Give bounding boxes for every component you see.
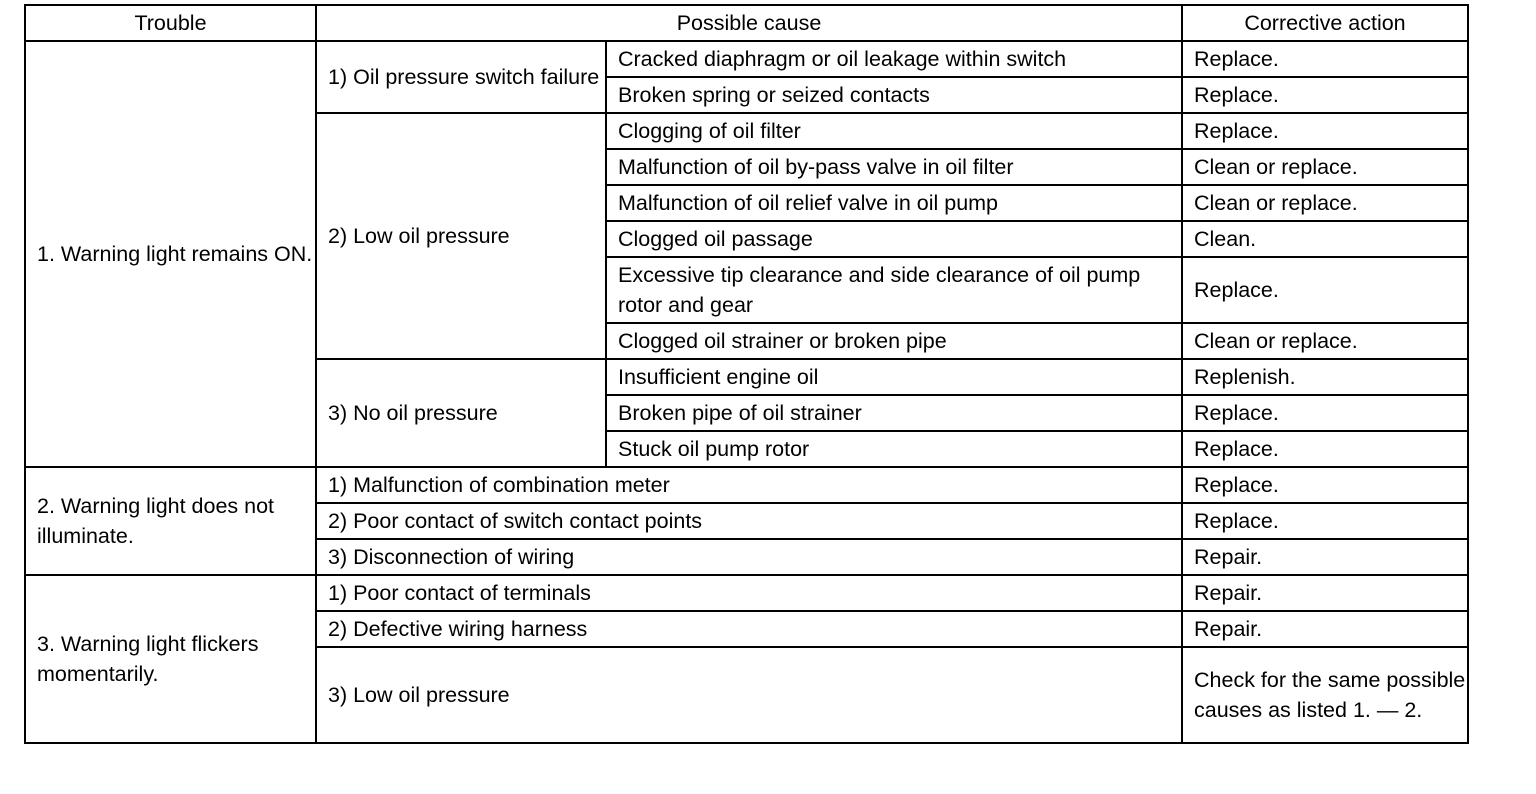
cause-cell <box>316 41 606 113</box>
table-row <box>25 467 1468 503</box>
detail-cell: Clogged oil strainer or broken pipe <box>606 323 1182 359</box>
header-possible-cause: Possible cause <box>316 5 1182 41</box>
action-cell: Replace. <box>1182 113 1468 149</box>
detail-cell: Cracked diaphragm or oil leakage within switch <box>606 41 1182 77</box>
cause-cell: 2) Defective wiring harness <box>316 611 1182 647</box>
trouble-cell <box>25 575 316 743</box>
cause-text: 1) Oil pressure switch failure <box>328 65 600 89</box>
action-cell: Replace. <box>1182 41 1468 77</box>
action-cell: Clean. <box>1182 221 1468 257</box>
cause-text: 3) No oil pressure <box>328 401 498 425</box>
detail-cell: Clogged oil passage <box>606 221 1182 257</box>
action-cell: Check for the same possible causes as listed 1. — 2. <box>1182 647 1468 743</box>
detail-cell: Stuck oil pump rotor <box>606 431 1182 467</box>
cause-cell: 2) Poor contact of switch contact points <box>316 503 1182 539</box>
cause-text: 2) Low oil pressure <box>328 224 510 248</box>
header-row <box>25 5 1468 41</box>
trouble-text: 1. Warning light remains ON. <box>37 242 313 266</box>
trouble-text: 2. Warning light does not illuminate. <box>37 494 275 548</box>
cause-cell: 3) Disconnection of wiring <box>316 539 1182 575</box>
action-cell: Replenish. <box>1182 359 1468 395</box>
table-row <box>25 575 1468 611</box>
cause-cell <box>316 113 606 359</box>
cause-cell: 1) Poor contact of terminals <box>316 575 1182 611</box>
detail-cell: Broken pipe of oil strainer <box>606 395 1182 431</box>
action-cell: Clean or replace. <box>1182 149 1468 185</box>
action-cell: Replace. <box>1182 257 1468 323</box>
action-cell: Repair. <box>1182 575 1468 611</box>
troubleshooting-table <box>24 4 1469 744</box>
action-cell: Replace. <box>1182 503 1468 539</box>
action-cell: Clean or replace. <box>1182 185 1468 221</box>
detail-cell: Malfunction of oil relief valve in oil pump <box>606 185 1182 221</box>
header-trouble: Trouble <box>25 5 316 41</box>
detail-cell: Malfunction of oil by-pass valve in oil filter <box>606 149 1182 185</box>
cause-cell: 1) Malfunction of combination meter <box>316 467 1182 503</box>
action-cell: Replace. <box>1182 467 1468 503</box>
action-cell: Repair. <box>1182 611 1468 647</box>
detail-cell: Clogging of oil filter <box>606 113 1182 149</box>
trouble-text: 3. Warning light flickers momentarily. <box>37 632 259 686</box>
action-cell: Replace. <box>1182 431 1468 467</box>
trouble-cell <box>25 41 316 467</box>
action-cell: Replace. <box>1182 77 1468 113</box>
action-cell: Replace. <box>1182 395 1468 431</box>
detail-cell: Excessive tip clearance and side clearance of oil pump rotor and gear <box>606 257 1182 323</box>
cause-cell: 3) Low oil pressure <box>316 647 1182 743</box>
trouble-cell <box>25 467 316 575</box>
action-cell: Clean or replace. <box>1182 323 1468 359</box>
action-cell: Repair. <box>1182 539 1468 575</box>
table-row <box>25 41 1468 77</box>
detail-cell: Insufficient engine oil <box>606 359 1182 395</box>
detail-cell: Broken spring or seized contacts <box>606 77 1182 113</box>
header-corrective-action: Corrective action <box>1182 5 1468 41</box>
cause-cell <box>316 359 606 467</box>
